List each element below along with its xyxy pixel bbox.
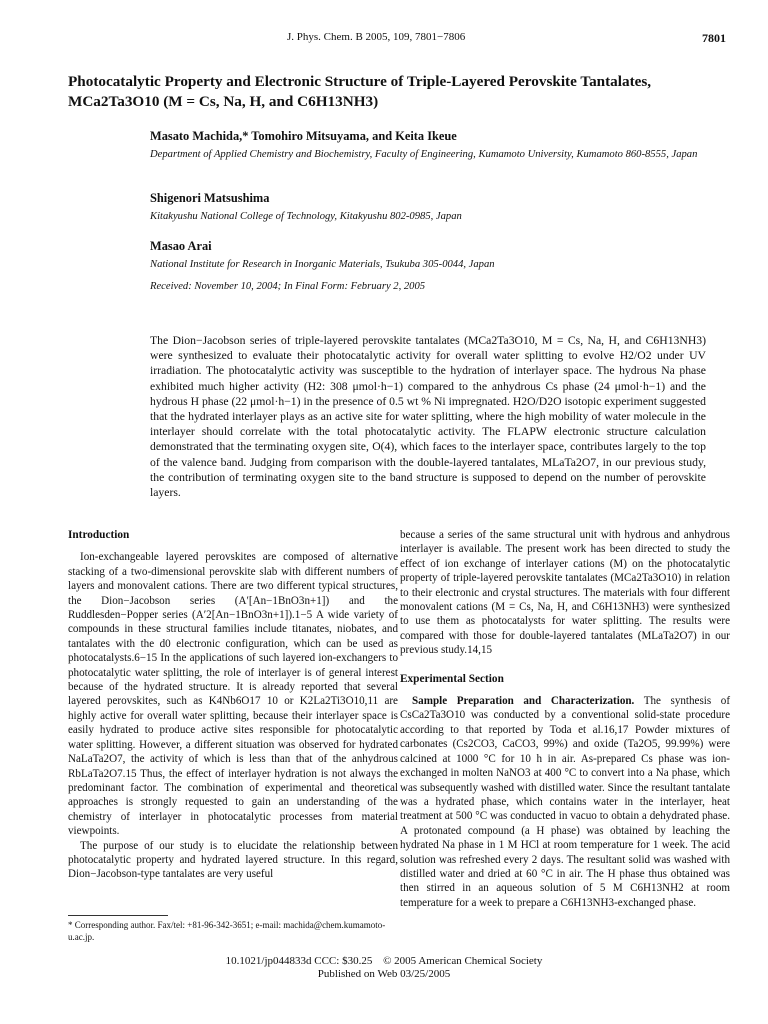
page-number: 7801 xyxy=(702,31,726,45)
corresponding-author-footnote: * Corresponding author. Fax/tel: +81-96-342-3651; e-mail: machida@chem.kumamoto-u.ac.jp. xyxy=(68,920,386,942)
introduction-paragraph: The purpose of our study is to elucidate the relationship between photocatalytic property and hydrated layered structure. In this regard, Dion−Jacobson-type tantalates are very useful xyxy=(68,839,398,881)
copyright-line: © 2005 American Chemical Society xyxy=(383,955,543,967)
journal-citation: J. Phys. Chem. B 2005, 109, 7801−7806 xyxy=(287,31,466,43)
doi-line: 10.1021/jp044833d CCC: $30.25 xyxy=(225,955,373,967)
affiliation: Kitakyushu National College of Technology, Kitakyushu 802-0985, Japan xyxy=(150,211,462,222)
author-names: Masato Machida,* Tomohiro Mitsuyama, and Keita Ikeue xyxy=(150,129,457,143)
author-group-2 xyxy=(150,190,710,224)
introduction-paragraph: Ion-exchangeable layered perovskites are composed of alternative stacking of a two-dimensional perovskite slab with different numbers of layers and monovalent cations. There are two different typical structures, the Dion−Jacobson series (A′[An−1BnO3n+1]) and the Ruddlesden−Popper series (A′2[An−1BnO3n+1]).1−5 A wide variety of compounds in these structural families include titanates, niobates, and tantalates with the d0 electronic configuration, which can be used as photocatalysts.6−15 In the applications of such layered ion-exchangers to photocatalytic water splitting, the role of interlayer is of general interest because of the hydrated structure. It is already reported that several layered perovskites, such as K4Nb6O17 10 or K2La2Ti3O10,11 are highly active for overall water splitting, because their interlayer space is easily hydrated to produce active sites responsible for photocatalytic water splitting. However, a different situation was observed for hydrated NaLaTa2O7, the activity of which is less than that of the anhydrous RbLaTa2O7.15 Thus, the effect of interlayer hydration is not always the predominant factor. The combination of experimental and theoretical approaches is strongly requested to gain an understanding of the chemistry of interlayer in photocatalytic processes from material viewpoints. xyxy=(68,551,398,838)
author-names: Shigenori Matsushima xyxy=(150,191,270,205)
page-footer xyxy=(0,955,768,981)
subsection-heading: Sample Preparation and Characterization. xyxy=(412,695,635,708)
experimental-text: The synthesis of CsCa2Ta3O10 was conducted by a conventional solid-state procedure according to that reported by Toda et al.16,17 Powder mixtures of carbonates (Cs2CO3, CaCO3, 99%) and oxide (Ta2O5, 99.99%) were calcined at 1000 °C for 10 h in air. As-prepared Cs phase was ion-exchanged in molten NaNO3 at 400 °C to convert into a Na phase, which was subsequently washed with distilled water. Since the resultant tantalate was a hydrated phase, which contains water in the interlayer, heat treatment at 500 °C was conducted in vacuo to obtain a dehydrated phase. A protonated compound (a H phase) was obtained by leaching the hydrated Na phase in 1 M HCl at room temperature for 1 week. The acid solution was refreshed every 2 days. The resultant solid was washed with distilled water and dried at 60 °C in air. The H phase thus obtained was then stirred in an aqueous solution of 5 M C6H13NH2 at room temperature for a week to prepare a C6H13NH3-exchanged phase. xyxy=(400,695,731,909)
author-group-3 xyxy=(150,238,710,272)
abstract: The Dion−Jacobson series of triple-layered perovskite tantalates (MCa2Ta3O10, M = Cs, Na, H, and C6H13NH3) were synthesized to evaluate their photocatalytic activity for overall water splitting to evolve H2/O2 under UV irradiation. The photocatalytic activity was susceptible to the hydration of interlayer space. The hydrous Na phase exhibited much higher activity (H2: 308 μmol·h−1) compared to the anhydrous Cs phase (24 μmol·h−1) and the hydrous H phase (22 μmol·h−1) in the presence of 0.5 wt % Ni impregnated. H2O/D2O isotopic experiment suggested that the hydrated interlayer plays as an active site for water splitting, where the high mobility of water molecule in the interlayer should correlate with the total photocatalytic activity. The FLAPW electronic structure calculation demonstrated that the terminating oxygen site, O(4), which faces to the interlayer space, contributes largely to the top of the valence band. Judging from comparison with the double-layered tantalates, MLaTa2O7, in our previous study, the contribution of terminating oxygen site to the band structure is supposed to depend on the number of perovskite layers. xyxy=(150,334,706,500)
article-title: Photocatalytic Property and Electronic Structure of Triple-Layered Perovskite Tantalates, MCa2Ta3O10 (M = Cs, Na, H, and C6H13NH3) xyxy=(68,73,652,110)
introduction-continuation: because a series of the same structural unit with hydrous and anhydrous interlayer is available. The present work has been directed to study the effect of ion exchange of interlayer cations (M) on the photocatalytic property of triple-layered perovskite tantalates (MCa2Ta3O10) in relation to their electronic and crystal structures. The materials with four different monovalent cations (M = Cs, Na, H, and C6H13NH3) were synthesized to use them as photocatalysts for water splitting. The results were compared with those for double-layered tantalates (MLaTa2O7) in our previous study.14,15 xyxy=(400,529,730,657)
affiliation: Department of Applied Chemistry and Biochemistry, Faculty of Engineering, Kumamoto University, Kumamoto 860-8555, Japan xyxy=(150,149,698,160)
left-column xyxy=(68,528,398,882)
affiliation: National Institute for Research in Inorganic Materials, Tsukuba 305-0044, Japan xyxy=(150,259,495,270)
running-header xyxy=(0,31,768,47)
section-heading-introduction: Introduction xyxy=(68,529,130,541)
received-dates: Received: November 10, 2004; In Final Form: February 2, 2005 xyxy=(150,281,426,292)
right-column xyxy=(400,528,730,910)
author-names: Masao Arai xyxy=(150,239,212,253)
section-heading-experimental: Experimental Section xyxy=(400,672,504,685)
experimental-paragraph xyxy=(400,694,730,910)
footnote-divider xyxy=(68,915,168,916)
published-date: Published on Web 03/25/2005 xyxy=(317,968,451,980)
author-group-1 xyxy=(150,128,710,162)
